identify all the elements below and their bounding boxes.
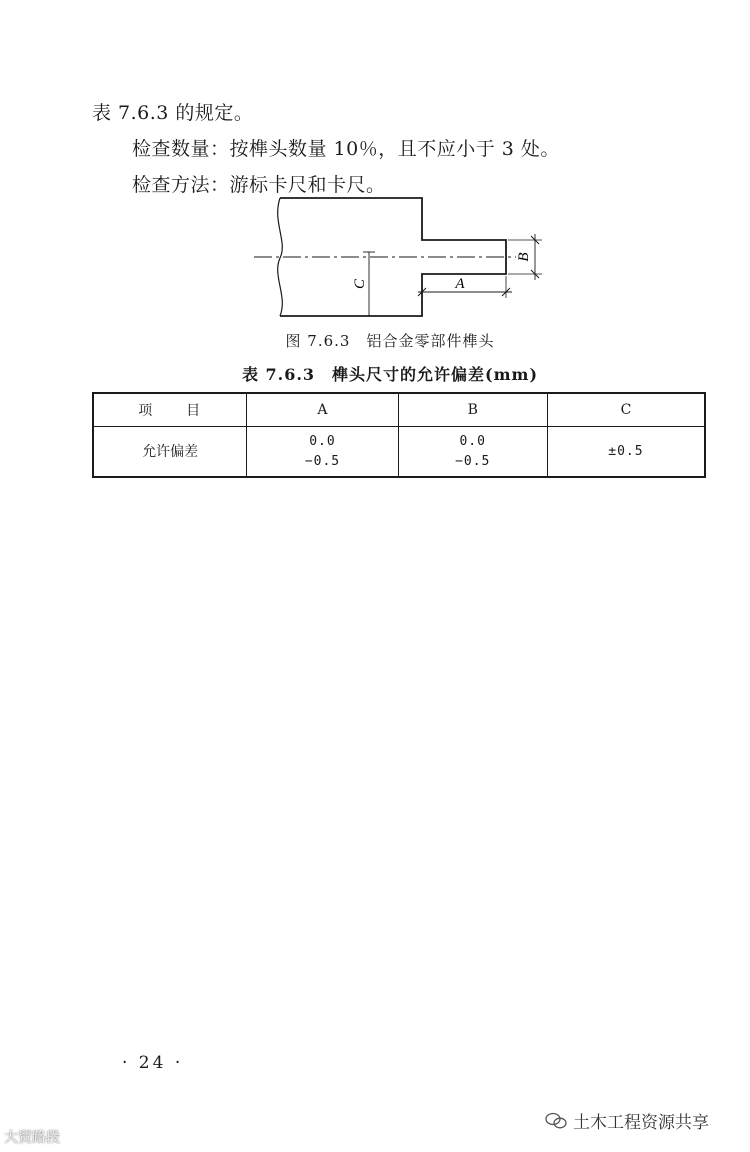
watermark-corner: 大贸路段 [4,1130,60,1146]
table-header-cell: A [247,393,398,427]
inspection-method-line: 检查方法：游标卡尺和卡尺。 [132,174,386,196]
value-a-upper: 0.0 [309,433,336,449]
inspection-quantity-line: 检查数量：按榫头数量 10％，且不应小于 3 处。 [132,138,560,160]
table-title: 表 7.6.3 榫头尺寸的允许偏差(mm) [241,365,539,384]
table-header-cell: C [547,393,705,427]
table-header-cell: B [398,393,547,427]
page-number: · 24 · [122,1053,184,1073]
deviation-table [92,392,706,478]
table-row-label: 允许偏差 [93,427,247,478]
table-header-cell: 项 目 [93,393,247,427]
table-cell-c: ±0.5 [547,427,705,478]
figure-caption: 图 7.6.3 铝合金零部件榫头 [285,332,495,350]
chat-bubbles-icon [545,1112,567,1130]
table-cell-a [247,427,398,478]
watermark-account [545,1108,709,1133]
dim-c-label: C [352,278,368,290]
paragraph-line-1: 表 7.6.3 的规定。 [92,102,254,124]
tenon-figure [250,192,550,322]
value-b-upper: 0.0 [459,433,486,449]
table-header-row [93,393,705,427]
table-row [93,427,705,478]
value-a-lower: −0.5 [304,453,341,469]
dim-b-label: B [516,252,532,262]
watermark-text: 土木工程资源共享 [573,1113,709,1133]
table-cell-b [398,427,547,478]
dim-a-label: A [455,276,465,292]
tenon-drawing [250,192,550,322]
value-b-lower: −0.5 [455,453,491,469]
